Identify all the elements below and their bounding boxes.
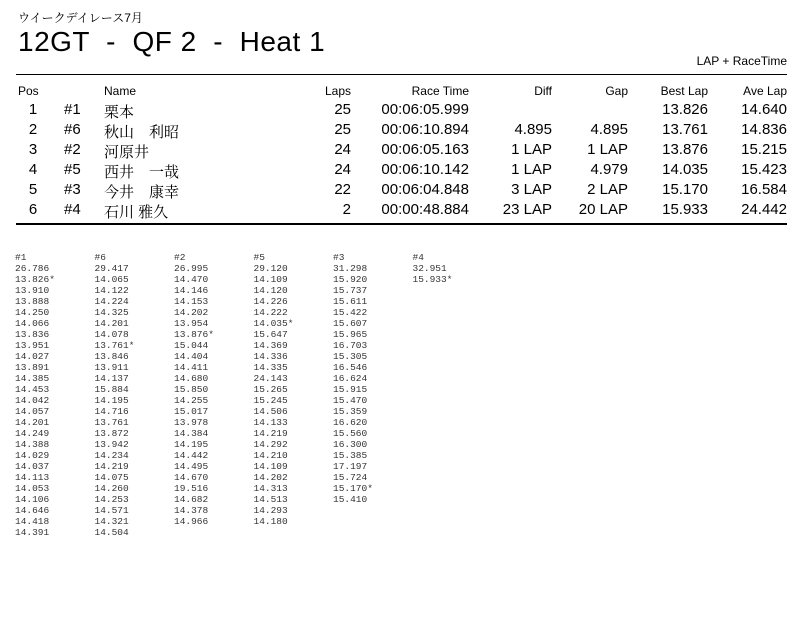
laps: 22	[334, 181, 351, 198]
lap-time: 14.137	[94, 373, 129, 384]
lap-time: 14.201	[94, 318, 129, 329]
lap-time: 16.624	[333, 373, 368, 384]
lap-time: 14.571	[94, 505, 129, 516]
diff: 1 LAP	[511, 161, 552, 178]
lap-time: 14.146	[174, 285, 209, 296]
lap-time: 13.826*	[15, 274, 55, 285]
car-number: #5	[64, 161, 81, 178]
lap-time: 13.761*	[94, 340, 135, 351]
lap-time: 13.911	[94, 362, 129, 373]
result-row	[0, 121, 800, 139]
lap-time: 14.057	[15, 406, 50, 417]
ave-lap: 15.423	[741, 161, 787, 178]
lap-time: 14.037	[15, 461, 50, 472]
col-pos: Pos	[18, 84, 39, 98]
lap-time: 14.506	[253, 406, 288, 417]
lap-time: 14.113	[15, 472, 50, 483]
lap-time: 14.120	[253, 285, 288, 296]
lap-time: 14.210	[253, 450, 288, 461]
lap-time: 31.298	[333, 263, 368, 274]
lap-time: 14.369	[253, 340, 288, 351]
lap-time: 14.219	[94, 461, 129, 472]
lap-time: 14.122	[94, 285, 129, 296]
lap-column-car: #4	[412, 252, 424, 263]
laps: 25	[334, 121, 351, 138]
ave-lap: 16.584	[741, 181, 787, 198]
lap-time: 14.153	[174, 296, 209, 307]
lap-column	[174, 252, 254, 538]
lap-time: 14.066	[15, 318, 50, 329]
diff: 3 LAP	[511, 181, 552, 198]
lap-time: 15.607	[333, 318, 368, 329]
lap-time: 14.682	[174, 494, 209, 505]
lap-time: 14.075	[94, 472, 129, 483]
lap-column-car: #6	[94, 252, 106, 263]
driver-name: 今井 康幸	[104, 184, 180, 201]
lap-time: 14.029	[15, 450, 50, 461]
lap-time: 13.836	[15, 329, 50, 340]
lap-time: 15.737	[333, 285, 368, 296]
lap-column-car: #3	[333, 252, 345, 263]
lap-time: 14.109	[253, 274, 288, 285]
lap-time: 14.027	[15, 351, 50, 362]
diff: 4.895	[514, 121, 552, 138]
laps: 25	[334, 101, 351, 118]
driver-name: 石川 雅久	[104, 204, 169, 221]
lap-time: 15.724	[333, 472, 368, 483]
lap-time: 15.647	[253, 329, 288, 340]
lap-time: 14.504	[94, 527, 129, 538]
lap-time: 29.417	[94, 263, 129, 274]
result-row	[0, 181, 800, 199]
lap-time: 15.265	[253, 384, 288, 395]
laps: 24	[334, 141, 351, 158]
lap-time: 16.703	[333, 340, 368, 351]
pos: 1	[28, 101, 38, 118]
lap-column-car: #2	[174, 252, 186, 263]
lap-time: 14.321	[94, 516, 129, 527]
lap-column-car: #5	[253, 252, 265, 263]
lap-time: 14.222	[253, 307, 288, 318]
lap-time: 13.951	[15, 340, 50, 351]
lap-time: 14.335	[253, 362, 288, 373]
lap-time: 14.293	[253, 505, 288, 516]
best-lap: 15.170	[662, 181, 708, 198]
lap-column	[15, 252, 95, 538]
diff: 23 LAP	[502, 201, 552, 218]
lap-time: 32.951	[412, 263, 447, 274]
lap-time: 19.516	[174, 483, 209, 494]
car-number: #4	[64, 201, 81, 218]
lap-time: 15.920	[333, 274, 368, 285]
lap-time: 14.378	[174, 505, 209, 516]
lap-time: 13.872	[94, 428, 129, 439]
lap-time: 14.325	[94, 307, 129, 318]
lap-time: 14.065	[94, 274, 129, 285]
lap-time: 13.761	[94, 417, 129, 428]
gap: 20 LAP	[578, 201, 628, 218]
lap-time: 14.292	[253, 439, 288, 450]
lap-time: 14.226	[253, 296, 288, 307]
lap-time: 14.035*	[253, 318, 294, 329]
report-mode: LAP + RaceTime	[696, 54, 787, 68]
lap-time: 15.044	[174, 340, 209, 351]
col-name: Name	[104, 84, 137, 98]
gap: 1 LAP	[587, 141, 628, 158]
pos: 4	[28, 161, 38, 178]
car-number: #1	[64, 101, 81, 118]
lap-time: 14.260	[94, 483, 129, 494]
car-number: #6	[64, 121, 81, 138]
lap-time: 24.143	[253, 373, 288, 384]
lap-time: 17.197	[333, 461, 368, 472]
lap-time: 14.384	[174, 428, 209, 439]
lap-time: 15.470	[333, 395, 368, 406]
lap-time: 14.385	[15, 373, 50, 384]
lap-time: 14.646	[15, 505, 50, 516]
driver-name: 秋山 利昭	[104, 124, 180, 141]
lap-time: 14.078	[94, 329, 129, 340]
lap-time: 14.313	[253, 483, 288, 494]
diff: 1 LAP	[511, 141, 552, 158]
results-rule	[16, 223, 787, 225]
lap-time: 13.846	[94, 351, 129, 362]
lap-time: 13.942	[94, 439, 129, 450]
lap-time: 14.224	[94, 296, 129, 307]
lap-time: 14.442	[174, 450, 209, 461]
lap-time: 14.109	[253, 461, 288, 472]
lap-time: 14.195	[94, 395, 129, 406]
car-number: #3	[64, 181, 81, 198]
lap-time: 14.388	[15, 439, 50, 450]
laps: 2	[342, 201, 351, 218]
car-number: #2	[64, 141, 81, 158]
lap-time: 15.915	[333, 384, 368, 395]
lap-time: 13.910	[15, 285, 50, 296]
lap-time: 14.234	[94, 450, 129, 461]
best-lap: 13.826	[662, 101, 708, 118]
lap-time: 15.933*	[412, 274, 453, 285]
laps: 24	[334, 161, 351, 178]
lap-time: 14.411	[174, 362, 209, 373]
result-row	[0, 161, 800, 179]
lap-time: 14.513	[253, 494, 288, 505]
col-best-lap: Best Lap	[660, 84, 708, 98]
lap-time: 15.410	[333, 494, 368, 505]
lap-time: 15.170*	[333, 483, 373, 494]
lap-time: 14.053	[15, 483, 50, 494]
lap-time: 14.195	[174, 439, 209, 450]
lap-time: 26.995	[174, 263, 209, 274]
ave-lap: 14.640	[741, 101, 787, 118]
pos: 5	[28, 181, 38, 198]
results-header	[0, 84, 800, 98]
lap-time: 14.470	[174, 274, 209, 285]
lap-time: 16.300	[333, 439, 368, 450]
lap-time: 14.180	[253, 516, 288, 527]
pos: 6	[28, 201, 38, 218]
race-time: 00:00:48.884	[381, 201, 469, 218]
lap-time: 14.255	[174, 395, 209, 406]
lap-time: 15.884	[94, 384, 129, 395]
lap-time: 15.359	[333, 406, 368, 417]
pos: 2	[28, 121, 38, 138]
header-rule	[16, 74, 787, 75]
lap-time: 14.106	[15, 494, 50, 505]
lap-time: 15.385	[333, 450, 368, 461]
col-ave-lap: Ave Lap	[743, 84, 787, 98]
lap-time: 15.305	[333, 351, 368, 362]
lap-time: 14.680	[174, 373, 209, 384]
driver-name: 河原井	[104, 144, 150, 161]
col-diff: Diff	[534, 84, 552, 98]
lap-time: 14.133	[253, 417, 288, 428]
lap-time: 14.202	[174, 307, 209, 318]
lap-column	[333, 252, 413, 538]
lap-time: 15.965	[333, 329, 368, 340]
lap-time: 13.954	[174, 318, 209, 329]
heat-title: 12GT - QF 2 - Heat 1	[18, 26, 326, 57]
lap-time: 14.453	[15, 384, 50, 395]
lap-time: 16.620	[333, 417, 368, 428]
lap-time: 14.495	[174, 461, 209, 472]
lap-time: 13.876*	[174, 329, 214, 340]
ave-lap: 24.442	[741, 201, 787, 218]
lap-time: 15.017	[174, 406, 209, 417]
driver-name: 西井 一哉	[104, 164, 180, 181]
lap-time: 13.888	[15, 296, 50, 307]
race-time: 00:06:10.894	[381, 121, 469, 138]
lap-column	[254, 252, 334, 538]
lap-column-car: #1	[15, 252, 27, 263]
pos: 3	[28, 141, 38, 158]
race-time: 00:06:10.142	[381, 161, 469, 178]
best-lap: 13.876	[662, 141, 708, 158]
lap-time: 14.336	[253, 351, 288, 362]
lap-time: 14.042	[15, 395, 50, 406]
lap-time: 15.245	[253, 395, 288, 406]
lap-time: 15.850	[174, 384, 209, 395]
race-time: 00:06:05.999	[381, 101, 469, 118]
gap: 4.895	[590, 121, 628, 138]
best-lap: 13.761	[662, 121, 708, 138]
lap-time: 13.891	[15, 362, 50, 373]
col-laps: Laps	[324, 84, 351, 98]
lap-time: 14.404	[174, 351, 209, 362]
result-row	[0, 141, 800, 159]
col-gap: Gap	[605, 84, 628, 98]
gap: 2 LAP	[587, 181, 628, 198]
lap-time: 14.202	[253, 472, 288, 483]
lap-time: 14.201	[15, 417, 50, 428]
lap-time: 15.611	[333, 296, 368, 307]
lap-column	[95, 252, 175, 538]
gap: 4.979	[590, 161, 628, 178]
lap-time: 26.786	[15, 263, 50, 274]
lap-time: 14.418	[15, 516, 50, 527]
lap-time: 14.391	[15, 527, 50, 538]
result-row	[0, 101, 800, 119]
lap-time: 14.716	[94, 406, 129, 417]
col-race-time: Race Time	[411, 84, 469, 98]
lap-times-grid	[15, 252, 492, 538]
lap-time: 14.670	[174, 472, 209, 483]
lap-column	[413, 252, 493, 538]
lap-time: 14.250	[15, 307, 50, 318]
event-subtitle: ウイークデイレース7月	[18, 11, 143, 25]
ave-lap: 15.215	[741, 141, 787, 158]
lap-time: 29.120	[253, 263, 288, 274]
best-lap: 15.933	[662, 201, 708, 218]
lap-time: 14.219	[253, 428, 288, 439]
best-lap: 14.035	[662, 161, 708, 178]
result-row	[0, 201, 800, 219]
lap-time: 15.560	[333, 428, 368, 439]
lap-time: 16.546	[333, 362, 368, 373]
lap-time: 14.249	[15, 428, 50, 439]
race-time: 00:06:05.163	[381, 141, 469, 158]
lap-time: 14.253	[94, 494, 129, 505]
lap-time: 13.978	[174, 417, 209, 428]
driver-name: 栗本	[104, 104, 135, 121]
ave-lap: 14.836	[741, 121, 787, 138]
lap-time: 14.966	[174, 516, 209, 527]
lap-time: 15.422	[333, 307, 368, 318]
race-time: 00:06:04.848	[381, 181, 469, 198]
